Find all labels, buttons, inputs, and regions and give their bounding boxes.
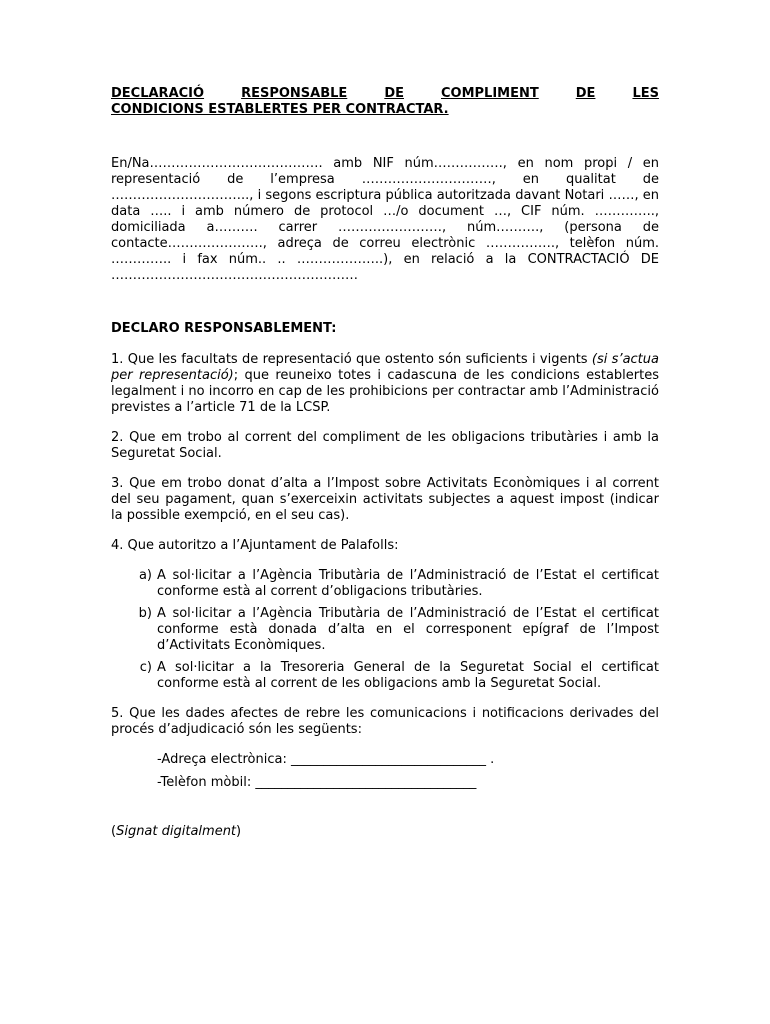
clause-3: 3. Que em trobo donat d’alta a l’Impost sobre Activitats Econòmiques i al corrent del seu pagament, quan s’exerceixin activitats subjectes a aquest impost (indicar la possible exempció, en el seu cas). xyxy=(111,476,659,523)
clause-4: 4. Que autoritzo a l’Ajuntament de Palafolls: xyxy=(111,538,399,553)
clause-1-text-b: ; que reuneixo totes i cadascuna de les condicions establertes legalment i no incorro en cap de les prohibicions per contractar amb l’Administració previstes a l’article 71 de la LCSP. xyxy=(111,368,659,415)
intro-paragraph: En/Na…………………………………. amb NIF núm……………., en nom propi / en representació de l’empresa …………………………, en qualitat de ………………………….., i segons escriptura pública autoritzada davant Notari ……, en data ….. i amb número de protocol …/o document …, CIF núm. ………….., domiciliada a………. carrer ……………………, núm………., (persona de contacte…………………., adreça de correu electrònic ……………., telèfon núm. ………….. i fax núm.. .. ………………..), en relació a la CONTRACTACIÓ DE ………………………………………………… xyxy=(111,156,659,283)
declaration-heading: DECLARO RESPONSABLEMENT: xyxy=(111,321,337,336)
title-word: DECLARACIÓ xyxy=(111,86,205,101)
title-word: COMPLIMENT xyxy=(441,86,539,101)
title-word: LES xyxy=(632,86,659,101)
list-marker: c) xyxy=(139,660,152,675)
sign-text: Signat digitalment xyxy=(116,824,237,839)
document-title xyxy=(111,86,659,118)
list-item xyxy=(111,606,659,654)
list-item-text: A sol·licitar a l’Agència Tributària de l’Administració de l’Estat el certificat conforme està al corrent d’obligacions tributàries. xyxy=(157,568,659,599)
clause-1-text-a: 1. Que les facultats de representació que ostento són suficients i vigents xyxy=(111,352,592,367)
clause-1-italic: (si s’actua per representació) xyxy=(111,352,659,383)
sign-open: ( xyxy=(111,824,117,839)
sign-close: ) xyxy=(236,824,242,839)
list-item xyxy=(111,568,659,600)
email-field[interactable]: -Adreça electrònica: ______________________________ . xyxy=(157,752,495,767)
title-word: DE xyxy=(575,86,596,101)
title-word: DE xyxy=(384,86,404,101)
list-item xyxy=(111,660,659,692)
signature-note xyxy=(111,824,659,840)
clause-1 xyxy=(111,352,659,416)
clause-2: 2. Que em trobo al corrent del compliment de les obligacions tributàries i amb la Seguretat Social. xyxy=(111,430,659,461)
contact-fields xyxy=(157,752,659,791)
phone-field[interactable]: -Telèfon mòbil: __________________________________ xyxy=(157,775,477,790)
list-marker: a) xyxy=(138,568,152,583)
document-page xyxy=(111,86,659,840)
authorization-list xyxy=(111,568,659,692)
title-line-2: CONDICIONS ESTABLERTES PER CONTRACTAR. xyxy=(111,102,449,117)
clause-5: 5. Que les dades afectes de rebre les comunicacions i notificacions derivades del procés d’adjudicació són les següents: xyxy=(111,706,659,737)
list-marker: b) xyxy=(138,606,152,621)
list-item-text: A sol·licitar a la Tresoreria General de la Seguretat Social el certificat conforme està al corrent de les obligacions amb la Seguretat Social. xyxy=(157,660,659,691)
list-item-text: A sol·licitar a l’Agència Tributària de l’Administració de l’Estat el certificat conforme està donada d’alta en el corresponent epígraf de l’Impost d’Activitats Econòmiques. xyxy=(157,606,659,653)
title-word: RESPONSABLE xyxy=(241,86,348,101)
